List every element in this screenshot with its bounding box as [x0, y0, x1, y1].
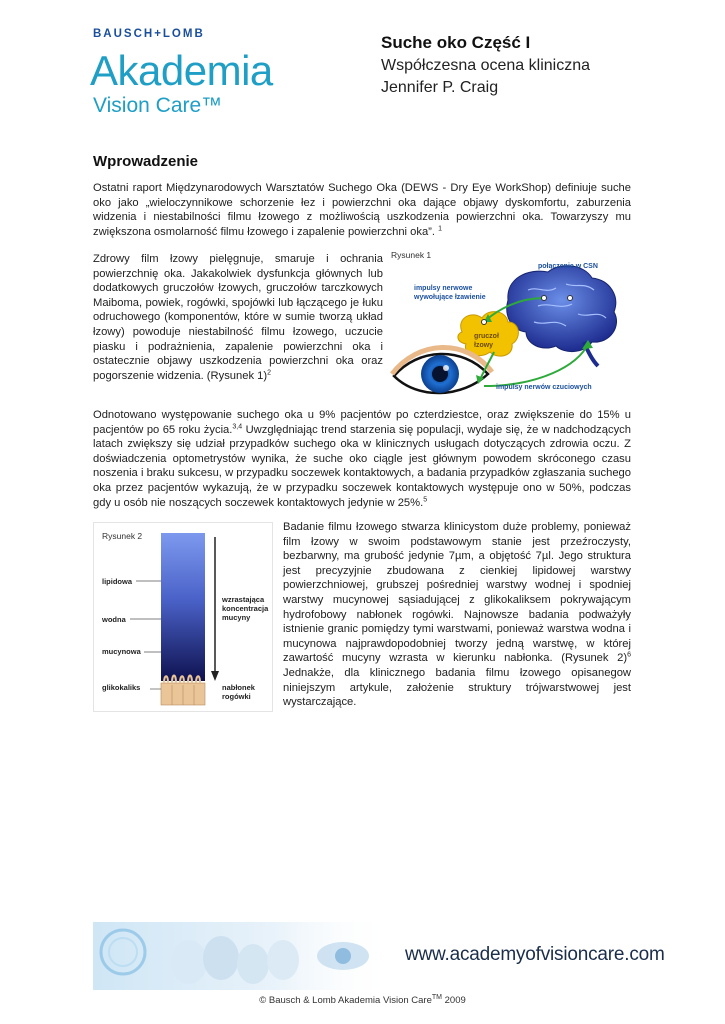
copyright-trademark: TM — [431, 993, 442, 1001]
figure-1-caption: Rysunek 1 — [391, 250, 432, 260]
label-gland-line2: łzowy — [474, 342, 494, 349]
label-increasing-line3: mucyny — [222, 613, 251, 622]
paragraph-tear-structure — [283, 520, 631, 710]
paragraph-tear-film-text: Zdrowy film łzowy pielęgnuje, smaruje i ochrania powierzchnię oka. Jakakolwiek dysfunkcja głównych lub dodatkowych gruczołów łzowych, gruczołów tarczkowych Maiboma, powiek, rogówki, spojówki lub łączącego je łuku odruchowego (komponentów, które w sumie tworzą układ łzowy) powoduje niestabilność filmu łzowego, uczucie piasku i podrażnienia, zapalenie powierzchni oka i ostatecznie objawy uszkodzenia powierzchni oka oraz pogorszenie widzenia. (Rysunek 1) — [93, 253, 383, 382]
paragraph-prevalence — [93, 408, 631, 510]
section-heading: Wprowadzenie — [93, 153, 199, 170]
brand-logo-main: Akademia — [90, 47, 273, 94]
article-title: Suche oko Część I — [381, 33, 531, 52]
footnote-ref: 5 — [423, 495, 428, 503]
article-subtitle: Współczesna ocena kliniczna — [381, 56, 590, 74]
label-epithelium-line1: nabłonek — [222, 683, 255, 692]
footnote-ref: 3,4 — [232, 422, 243, 430]
paragraph-intro-text: Ostatni raport Międzynarodowych Warsztatów Suchego Oka (DEWS - Dry Eye WorkShop) definiuje suche oko jako „wieloczynnikowe schorzenie łez i powierzchni oka dające objawy dyskomfortu, zaburzenia widzenia i niestabilności filmu łzowego z możliwością uszkodzenia powierzchni oka. Towarzyszy mu zwiększona osmolarność filmu łzowego i zapalenie powierzchni oka”. — [93, 182, 631, 238]
layer-pointers — [130, 581, 161, 689]
copyright-notice — [0, 995, 725, 1006]
tear-film-column — [161, 533, 205, 681]
copyright-text-b: 2009 — [441, 995, 466, 1006]
person-silhouette-icon — [171, 940, 207, 984]
label-impulses-line1: impulsy nerwowe — [414, 285, 473, 292]
footer-photo-collage — [93, 922, 393, 990]
paragraph-prevalence-text-b: Uwzględniając trend starzenia się populacji, wydaje się, że w nadchodzących latach zwiększy się udział przypadków suchego oka w klinicznych usługach dotyczących zdrowia oczu. Z doświadczenia optometrystów wynika, że suche oko ciągle jest głównym powodem skróconego czasu noszenia i braku sukcesu, w przypadku soczewek kontaktowych, a badania przypadków zgłaszania suchego oka przez pacjentów wykazują, że w przypadku soczewek kontaktowych występuje ono w 50%, podczas gdy u osób nie noszących soczewek kontaktowych jedynie w 25%. — [93, 423, 631, 509]
mucin-arrow-head — [211, 671, 219, 681]
label-lipid-layer: lipidowa — [102, 577, 132, 586]
paragraph-tear-film — [93, 252, 383, 383]
footnote-ref: 1 — [438, 225, 443, 233]
figure-1 — [388, 248, 634, 398]
label-sensory-impulses: impulsy nerwów czuciowych — [496, 384, 592, 391]
label-csn: połączenie w CSN — [538, 263, 598, 270]
footnote-ref: 6 — [627, 651, 631, 659]
brand-logo-top: BAUSCH+LOMB — [93, 28, 205, 40]
brand-logo-sub: Vision Care™ — [93, 94, 223, 117]
article-author: Jennifer P. Craig — [381, 79, 499, 97]
label-glycocalyx: glikokaliks — [102, 683, 141, 692]
label-increasing-line1: wzrastająca — [222, 595, 265, 604]
figure-2-caption: Rysunek 2 — [102, 531, 143, 541]
copyright-text-a: © Bausch & Lomb Akademia Vision Care — [259, 995, 432, 1006]
label-increasing-line2: koncentracja — [222, 604, 269, 613]
label-aqueous-layer: wodna — [102, 615, 126, 624]
label-mucin-layer: mucynowa — [102, 647, 141, 656]
paragraph-tear-structure-text-a: Badanie filmu łzowego stwarza klinicystom duże problemy, ponieważ film łzowy w swoim podstawowym stanie jest przeźroczysty, bezbarwny, ma grubość jedynie 7µm, a objętość 7µl. Jego struktura jest precyzyjnie zbudowana z cienkiej lipidowej warstwy powierzchniowej, grubszej pośredniej warstwy wodnej i spodniej warstwy mucynowej sąsiadującej z glikokaliksem pokrywającym hydrofobowy nabłonek rogówki. Najnowsze badania podważyły istnienie granic pomiędzy tymi warstwami, ponieważ warstwa wodna i mucynowa najprawdopodobniej tworzy jedną warstwę, w której zawartość mucyny wzrasta w kierunku nabłonka. (Rysunek 2) — [283, 521, 631, 665]
footer-photo-strip — [93, 922, 393, 990]
label-epithelium-line2: rogówki — [222, 692, 251, 701]
figure-2 — [93, 522, 273, 712]
paragraph-tear-structure-text-b: Jednakże, dla klinicznego badania filmu łzowego opisanegow niniejszym artykule, założenie struktury trójwarstwowej jest wystarczające. — [283, 666, 631, 709]
footnote-ref: 2 — [267, 369, 272, 377]
article-header — [381, 32, 590, 100]
paragraph-prevalence-text-a: Odnotowano występowanie suchego oka u 9% pacjentów po czterdziestce, oraz zwiększenie do 15% u pacjentów po 65 roku życia. — [93, 409, 631, 436]
footer-website-url[interactable]: www.academyofvisioncare.com — [405, 944, 665, 965]
label-impulses-line2: wywołujące łzawienie — [414, 294, 486, 301]
paragraph-intro — [93, 181, 631, 239]
label-gland-line1: gruczoł — [474, 333, 499, 340]
brain-icon — [507, 266, 617, 366]
